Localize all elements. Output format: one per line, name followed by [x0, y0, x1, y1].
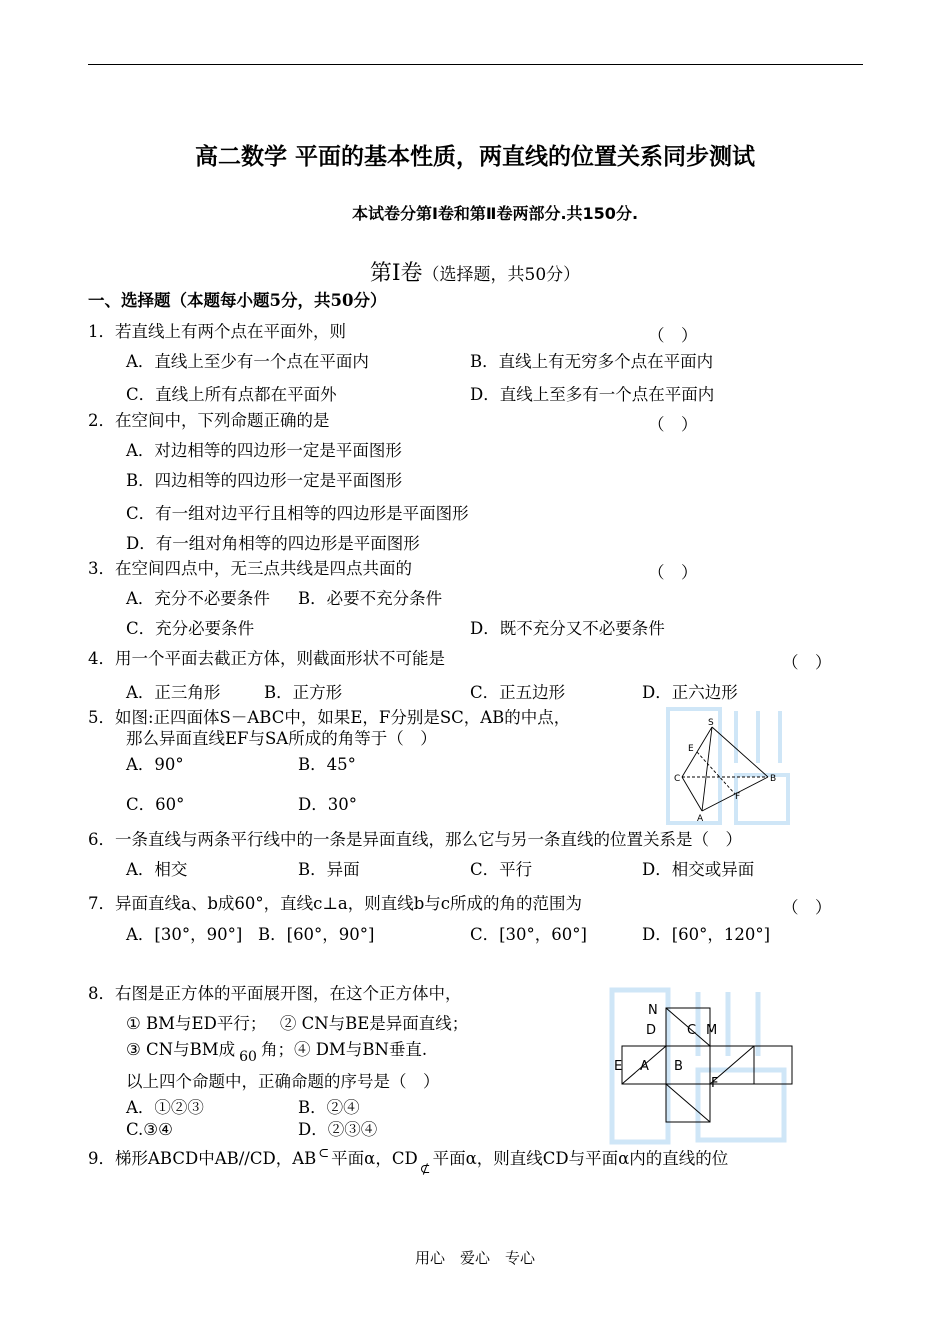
q6-option-a: A．相交	[126, 860, 188, 879]
q8-option-b: B．②④	[298, 1098, 360, 1117]
label-f: F	[735, 792, 741, 802]
q7-answer-paren: （ ）	[782, 898, 832, 917]
header-rule	[88, 64, 863, 65]
q8-p3-start: ③ CN与BM成	[126, 1040, 236, 1059]
q8-propositions-3-4	[126, 1040, 428, 1065]
q3-option-b: B．必要不充分条件	[298, 589, 443, 608]
q7-option-d: D．[60°，120°]	[642, 925, 771, 944]
q9-part3: 平面α，则直线CD与平面α内的直线的位	[432, 1149, 729, 1168]
q8-option-a: A．①②③	[126, 1098, 204, 1117]
label-e: E	[614, 1059, 623, 1074]
q8-propositions-1-2: ① BM与ED平行； ② CN与BE是异面直线；	[126, 1014, 469, 1033]
label-s: S	[708, 718, 714, 728]
q3-option-c: C．充分必要条件	[126, 619, 255, 638]
label-f: F	[711, 1076, 719, 1091]
edge-sa	[702, 727, 712, 811]
q2-option-d: D．有一组对角相等的四边形是平面图形	[126, 534, 420, 553]
q4-option-d: D．正六边形	[642, 683, 738, 702]
section-text: 一、选择题（本题每小题5分，共50分）	[88, 291, 387, 310]
label-c: C	[687, 1023, 697, 1038]
q1-answer-paren: （ ）	[648, 326, 698, 345]
q2-option-a: A．对边相等的四边形一定是平面图形	[126, 441, 402, 460]
volume-heading	[0, 256, 950, 287]
q5-option-d: D．30°	[298, 795, 357, 814]
q8-p3-end: 角；④ DM与BN垂直.	[260, 1040, 428, 1059]
label-d: D	[646, 1023, 657, 1038]
q7-option-a: A．[30°，90°]	[126, 925, 243, 944]
q2-option-c: C．有一组对边平行且相等的四边形是平面图形	[126, 504, 469, 523]
page-title: 高二数学 平面的基本性质，两直线的位置关系同步测试	[194, 144, 755, 170]
q2-stem: 2．在空间中，下列命题正确的是	[88, 411, 330, 430]
label-b: B	[770, 774, 777, 784]
q4-answer-paren: （ ）	[782, 653, 832, 672]
label-n: N	[648, 1003, 658, 1018]
q7-stem: 7．异面直线a、b成60°，直线c⊥a，则直线b与c所成的角的范围为	[88, 894, 583, 913]
volume-main: 第Ⅰ卷	[369, 261, 423, 286]
q9-part1: 9．梯形ABCD中AB//CD，AB	[88, 1149, 317, 1168]
q1-option-b: B．直线上有无穷多个点在平面内	[470, 352, 714, 371]
q2-answer-paren: （ ）	[648, 415, 698, 434]
q6-option-c: C．平行	[470, 860, 533, 879]
label-a: A	[697, 814, 704, 824]
q4-option-b: B．正方形	[264, 683, 343, 702]
q1-option-d: D．直线上至多有一个点在平面内	[470, 385, 715, 404]
q9-not-subset-symbol: ⊄	[419, 1162, 431, 1177]
volume-note: （选择题，共50分）	[422, 265, 581, 285]
q5-tetrahedron-figure	[662, 703, 798, 831]
q5-stem-line2: 那么异面直线EF与SA所成的角等于（ ）	[126, 729, 437, 748]
q4-option-c: C．正五边形	[470, 683, 566, 702]
q5-option-c: C．60°	[126, 795, 185, 814]
q3-answer-paren: （ ）	[648, 563, 698, 582]
q8-option-d: D．②③④	[298, 1120, 378, 1139]
q5-figure-watermark	[668, 709, 788, 823]
label-a: A	[640, 1059, 649, 1074]
q2-option-b: B．四边相等的四边形一定是平面图形	[126, 471, 403, 490]
q8-cube-net-figure	[606, 986, 806, 1150]
q4-option-a: A．正三角形	[126, 683, 221, 702]
page-footer: 用心 爱心 专心	[414, 1249, 535, 1267]
section-heading	[88, 291, 386, 311]
q9-part2: 平面α，CD	[331, 1149, 418, 1168]
q4-stem: 4．用一个平面去截正方体，则截面形状不可能是	[88, 649, 445, 668]
page-subtitle: 本试卷分第Ⅰ卷和第Ⅱ卷两部分.共150分.	[351, 204, 639, 223]
q8-option-c: C.③④	[126, 1120, 173, 1139]
label-m: M	[706, 1023, 718, 1038]
q6-option-d: D．相交或异面	[642, 860, 755, 879]
q8-figure-watermark	[612, 990, 784, 1142]
q3-option-a: A．充分不必要条件	[126, 589, 270, 608]
q8-stem: 8．右图是正方体的平面展开图，在这个正方体中，	[88, 984, 462, 1003]
label-e: E	[688, 744, 694, 754]
q7-option-b: B．[60°，90°]	[258, 925, 375, 944]
edge-ca	[682, 777, 702, 811]
net-face-center	[666, 1046, 710, 1084]
label-b: B	[674, 1059, 683, 1074]
q5-option-a: A．90°	[126, 755, 184, 774]
q8-p3-angle: 60	[239, 1049, 257, 1065]
q6-stem: 6．一条直线与两条平行线中的一条是异面直线，那么它与另一条直线的位置关系是（ ）	[88, 830, 742, 849]
q8-question: 以上四个命题中，正确命题的序号是（ ）	[126, 1072, 440, 1091]
q7-option-c: C．[30°，60°]	[470, 925, 587, 944]
q9-stem	[88, 1146, 729, 1177]
q3-option-d: D．既不充分又不必要条件	[470, 619, 665, 638]
q9-subset-symbol: ⊂	[318, 1146, 330, 1161]
q6-option-b: B．异面	[298, 860, 360, 879]
net-diagonal-bottom	[666, 1084, 710, 1122]
q5-option-b: B．45°	[298, 755, 356, 774]
q1-stem: 1．若直线上有两个点在平面外，则	[88, 322, 346, 341]
label-c: C	[674, 774, 681, 784]
q1-option-a: A．直线上至少有一个点在平面内	[126, 352, 369, 371]
q5-stem-line1: 5．如图:正四面体S－ABC中，如果E，F分别是SC，AB的中点，	[88, 708, 571, 727]
segment-ef	[697, 752, 735, 794]
q1-option-c: C．直线上所有点都在平面外	[126, 385, 337, 404]
q3-stem: 3．在空间四点中，无三点共线是四点共面的	[88, 559, 412, 578]
